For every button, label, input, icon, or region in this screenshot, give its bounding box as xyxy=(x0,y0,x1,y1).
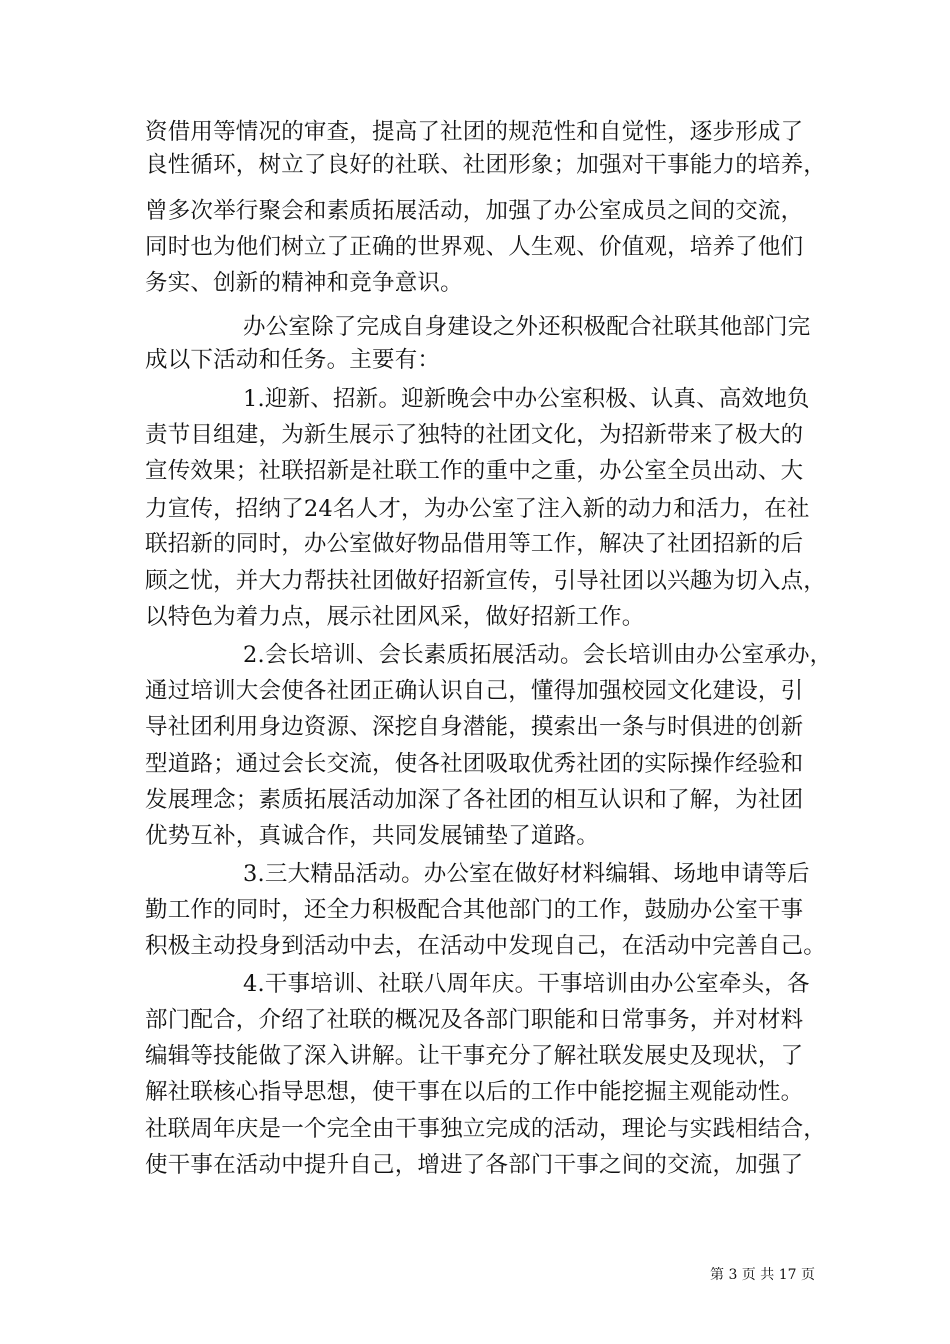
body-line-4: 同时也为他们树立了正确的世界观、人生观、价值观，培养了他们 xyxy=(145,234,804,260)
body-line-8: 1.迎新、招新。迎新晚会中办公室积极、认真、高效地负 xyxy=(243,386,810,412)
body-line-10: 宣传效果；社联招新是社联工作的重中之重，办公室全员出动、大 xyxy=(145,458,804,484)
body-line-14: 以特色为着力点，展示社团风采，做好招新工作。 xyxy=(145,604,645,630)
body-line-24: 4.干事培训、社联八周年庆。干事培训由办公室牵头，各 xyxy=(243,971,810,997)
body-line-29: 使干事在活动中提升自己，增进了各部门干事之间的交流，加强了 xyxy=(145,1152,804,1178)
body-line-7: 成以下活动和任务。主要有： xyxy=(145,347,441,373)
body-line-6: 办公室除了完成自身建设之外还积极配合社联其他部门完 xyxy=(243,314,811,340)
body-line-1: 资借用等情况的审查，提高了社团的规范性和自觉性，逐步形成了 xyxy=(145,119,804,145)
body-line-18: 型道路；通过会长交流，使各社团吸取优秀社团的实际操作经验和 xyxy=(145,751,804,777)
body-line-22: 勤工作的同时，还全力积极配合其他部门的工作，鼓励办公室干事 xyxy=(145,897,804,923)
body-line-28: 社联周年庆是一个完全由干事独立完成的活动，理论与实践相结合， xyxy=(145,1116,827,1142)
body-line-27: 解社联核心指导思想，使干事在以后的工作中能挖掘主观能动性。 xyxy=(145,1079,804,1105)
body-line-23: 积极主动投身到活动中去，在活动中发现自己，在活动中完善自己。 xyxy=(145,933,827,959)
body-line-26: 编辑等技能做了深入讲解。让干事充分了解社联发展史及现状，了 xyxy=(145,1043,804,1069)
body-line-11: 力宣传，招纳了24名人才，为办公室了注入新的动力和活力，在社 xyxy=(145,496,810,522)
body-line-16: 通过培训大会使各社团正确认识自己，懂得加强校园文化建设，引 xyxy=(145,678,804,704)
page-footer: 第 3 页 共 17 页 xyxy=(710,1267,815,1283)
body-line-3: 曾多次举行聚会和素质拓展活动，加强了办公室成员之间的交流， xyxy=(145,198,804,224)
body-line-5: 务实、创新的精神和竞争意识。 xyxy=(145,270,463,296)
body-line-2: 良性循环，树立了良好的社联、社团形象；加强对干事能力的培养， xyxy=(145,152,827,178)
body-line-9: 责节目组建，为新生展示了独特的社团文化，为招新带来了极大的 xyxy=(145,422,804,448)
body-line-12: 联招新的同时，办公室做好物品借用等工作，解决了社团招新的后 xyxy=(145,531,804,557)
body-line-15: 2.会长培训、会长素质拓展活动。会长培训由办公室承办， xyxy=(243,642,833,668)
body-line-17: 导社团利用身边资源、深挖自身潜能，摸索出一条与时俱进的创新 xyxy=(145,714,804,740)
body-line-13: 顾之忧，并大力帮扶社团做好招新宣传，引导社团以兴趣为切入点， xyxy=(145,568,827,594)
body-line-20: 优势互补，真诚合作，共同发展铺垫了道路。 xyxy=(145,823,600,849)
body-line-25: 部门配合，介绍了社联的概况及各部门职能和日常事务，并对材料 xyxy=(145,1007,804,1033)
body-line-21: 3.三大精品活动。办公室在做好材料编辑、场地申请等后 xyxy=(243,861,810,887)
body-line-19: 发展理念；素质拓展活动加深了各社团的相互认识和了解，为社团 xyxy=(145,787,804,813)
